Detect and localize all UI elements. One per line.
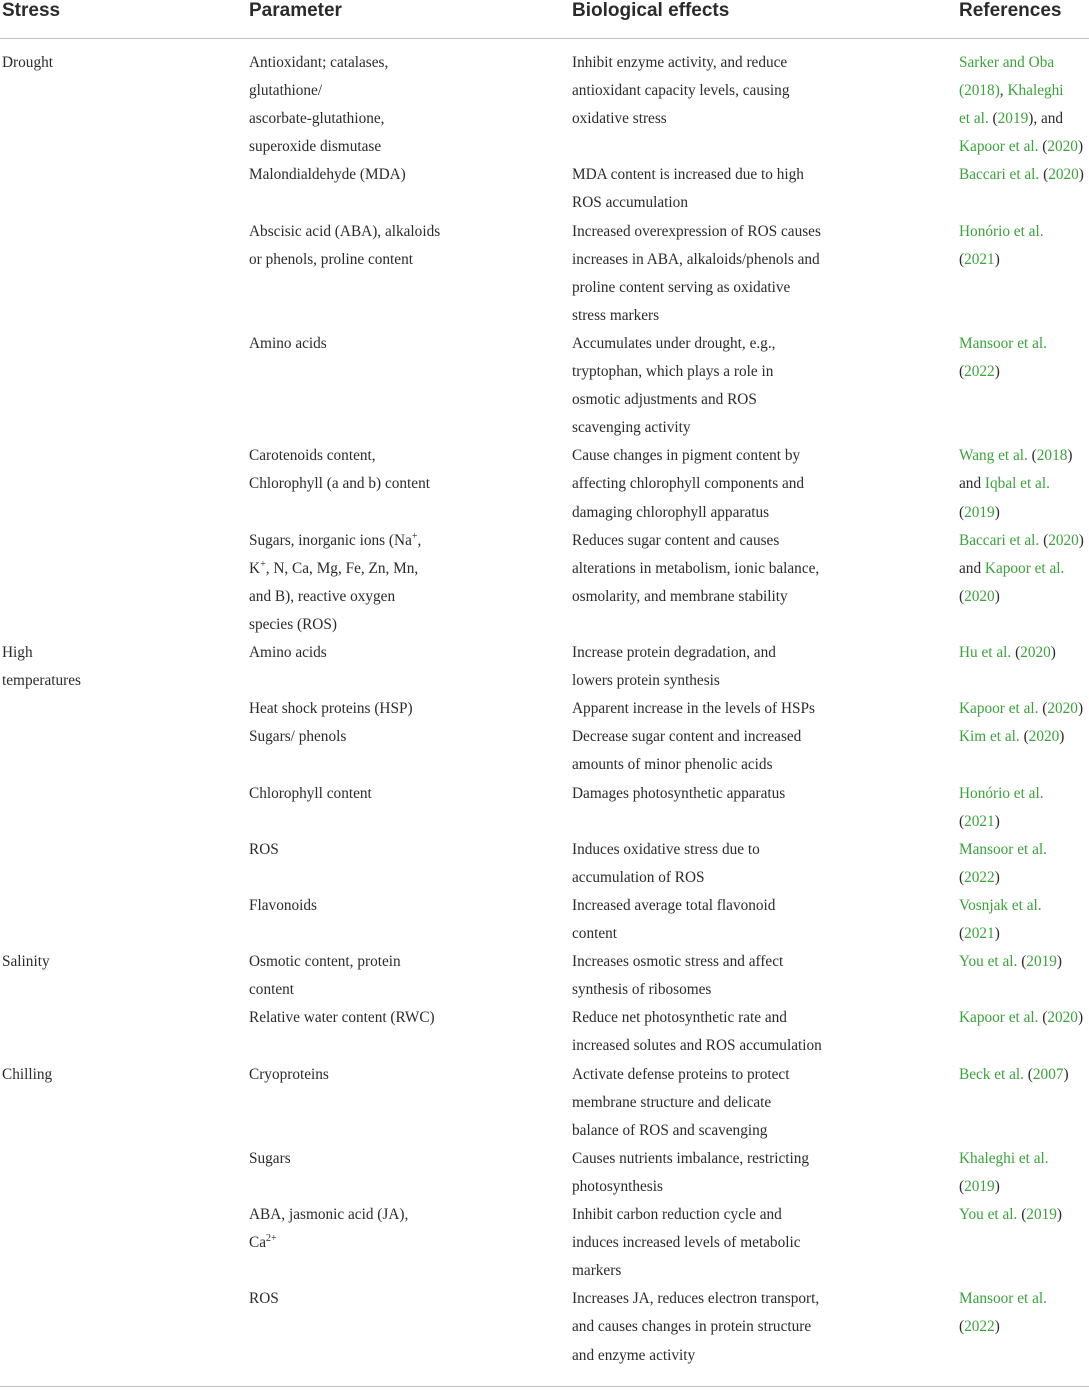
effect-line: and enzyme activity	[572, 1346, 696, 1364]
effect-cell	[572, 1061, 789, 1145]
parameter-cell	[249, 1004, 435, 1032]
effect-cell	[572, 780, 785, 808]
citation-link[interactable]: Honório et al.	[959, 222, 1044, 240]
parameter-line: glutathione/	[249, 82, 323, 100]
citation-link[interactable]: Kim et al.	[959, 728, 1020, 746]
citation-link[interactable]: Baccari et al.	[959, 531, 1040, 549]
effect-line: Inhibit carbon reduction cycle and	[572, 1206, 782, 1224]
reference-line	[959, 527, 1084, 555]
citation-text: )	[994, 250, 1000, 268]
stress-cell	[2, 1061, 52, 1089]
citation-link[interactable]: 2018	[1036, 447, 1068, 465]
citation-text: (	[959, 250, 965, 268]
parameter-line: Carotenoids content,	[249, 447, 376, 465]
citation-text: )	[1077, 1009, 1084, 1027]
stress-line: Salinity	[2, 953, 50, 971]
reference-line	[959, 499, 1072, 527]
parameter-line: Flavonoids	[249, 897, 317, 914]
reference-line	[959, 1313, 1047, 1341]
stress-line: temperatures	[2, 672, 81, 690]
parameter-line: ABA, jasmonic acid (JA),	[249, 1206, 409, 1224]
effect-cell	[572, 1004, 822, 1060]
citation-text: )	[994, 812, 1000, 830]
parameter-cell	[249, 218, 440, 274]
effect-line: Decrease sugar content and increased	[572, 728, 802, 746]
stress-cell	[2, 49, 53, 77]
citation-text: and	[959, 475, 985, 493]
parameter-cell	[249, 1061, 329, 1089]
header-references: References	[959, 0, 1062, 21]
citation-text: )	[994, 363, 1000, 381]
effect-line: Increased overexpression of ROS causes	[572, 222, 821, 240]
effect-line: Increased average total flavonoid	[572, 897, 776, 914]
parameter-cell	[249, 948, 401, 1004]
citation-text: (	[988, 110, 998, 128]
parameter-line: ascorbate-glutathione,	[249, 110, 385, 128]
reference-line	[959, 1173, 1049, 1201]
effect-cell	[572, 1285, 819, 1369]
parameter-cell	[249, 527, 421, 639]
citation-text: (	[1039, 531, 1049, 549]
effect-line: damaging chlorophyll apparatus	[572, 503, 770, 521]
stress-line: High	[2, 644, 33, 662]
effect-line: Induces oxidative stress due to	[572, 840, 760, 858]
parameter-cell	[249, 836, 279, 864]
parameter-line: Malondialdehyde (MDA)	[249, 166, 406, 184]
citation-link[interactable]: Mansoor et al.	[959, 840, 1047, 858]
effect-line: amounts of minor phenolic acids	[572, 756, 773, 774]
header-parameter: Parameter	[249, 0, 342, 21]
citation-link[interactable]: Honório et al.	[959, 784, 1044, 802]
parameter-line: ROS	[249, 1290, 279, 1308]
citation-link[interactable]: 2019	[1026, 1206, 1057, 1224]
effect-line: affecting chlorophyll components and	[572, 475, 805, 493]
effect-cell	[572, 836, 760, 892]
citation-text: (	[1017, 953, 1027, 971]
citation-text: )	[994, 925, 1000, 943]
citation-link[interactable]: Hu et al.	[959, 644, 1012, 662]
parameter-line: $Ca^{2+}$	[249, 1233, 277, 1252]
effect-cell	[572, 161, 804, 217]
reference-cell	[959, 780, 1044, 836]
citation-text: )	[994, 1177, 1000, 1195]
effect-line: Reduce net photosynthetic rate and	[572, 1009, 787, 1027]
citation-link[interactable]: 2022	[964, 1318, 995, 1336]
citation-link[interactable]: 2021	[964, 250, 995, 268]
parameter-cell	[249, 780, 372, 808]
reference-line	[959, 808, 1044, 836]
reference-line	[959, 723, 1064, 751]
citation-text: (	[1039, 166, 1049, 184]
reference-line	[959, 133, 1083, 161]
reference-line	[959, 330, 1047, 358]
reference-line	[959, 695, 1083, 723]
parameter-line: Heat shock proteins (HSP)	[249, 700, 413, 718]
citation-link[interactable]: Mansoor et al.	[959, 1290, 1047, 1308]
parameter-cell	[249, 1201, 408, 1257]
parameter-line: Antioxidant; catalases,	[249, 54, 389, 71]
reference-line	[959, 246, 1044, 274]
parameter-line: Chlorophyll content	[249, 784, 372, 802]
effect-line: Damages photosynthetic apparatus	[572, 784, 786, 802]
parameter-line: superoxide dismutase	[249, 138, 382, 156]
effect-line: balance of ROS and scavenging	[572, 1121, 768, 1139]
citation-link[interactable]: Mansoor et al.	[959, 335, 1047, 352]
parameter-line: Relative water content (RWC)	[249, 1009, 435, 1027]
citation-text: (	[1023, 1065, 1033, 1083]
effect-line: alterations in metabolism, ionic balance,	[572, 559, 820, 577]
citation-text: )	[1067, 447, 1073, 465]
citation-text: ,	[999, 82, 1008, 100]
citation-link[interactable]: 2021	[964, 812, 995, 830]
citation-link[interactable]: 2022	[964, 868, 995, 886]
citation-link[interactable]: 2020	[1047, 700, 1078, 718]
parameter-cell	[249, 1285, 279, 1313]
effect-line: Increases osmotic stress and affect	[572, 953, 784, 971]
stress-line: Drought	[2, 54, 53, 71]
effect-line: induces increased levels of metabolic	[572, 1234, 801, 1252]
citation-text: )	[1077, 138, 1084, 156]
citation-link[interactable]: Kapoor et al.	[984, 559, 1065, 577]
reference-cell	[959, 639, 1056, 667]
reference-line	[959, 1061, 1069, 1089]
citation-text: )	[1050, 644, 1056, 662]
stress-cell	[2, 639, 81, 695]
citation-link[interactable]: You et al.	[959, 1206, 1018, 1224]
citation-text: )	[1059, 728, 1065, 746]
parameter-cell	[249, 442, 430, 498]
effect-cell	[572, 695, 815, 723]
citation-text: )	[1063, 1065, 1069, 1083]
reference-line	[959, 1145, 1049, 1173]
reference-line	[959, 77, 1083, 105]
reference-cell	[959, 1201, 1062, 1229]
citation-text: )	[994, 1318, 1000, 1336]
citation-text: )	[1056, 953, 1062, 971]
parameter-line: Sugars, inorganic ions (Na+,	[249, 530, 422, 549]
citation-link[interactable]: 2007	[1032, 1065, 1064, 1083]
effect-line: Cause changes in pigment content by	[572, 447, 801, 465]
citation-text: (	[1038, 700, 1048, 718]
citation-link[interactable]: 2020	[964, 587, 995, 605]
citation-link[interactable]: Sarker and Oba	[959, 54, 1055, 71]
effect-line: antioxidant capacity levels, causing	[572, 82, 790, 100]
citation-link[interactable]: 2019	[997, 110, 1029, 128]
citation-text: (	[959, 868, 965, 886]
parameter-cell	[249, 695, 413, 723]
effect-line: Activate defense proteins to protect	[572, 1065, 790, 1083]
citation-text: (	[1011, 644, 1021, 662]
citation-text: (	[959, 812, 965, 830]
citation-link[interactable]: 2019	[964, 503, 995, 521]
citation-text: (	[959, 587, 965, 605]
parameter-cell	[249, 330, 327, 358]
citation-link[interactable]: 2021	[964, 925, 995, 943]
citation-text: (	[1017, 1206, 1027, 1224]
effect-cell	[572, 218, 821, 330]
citation-link[interactable]: 2020	[1047, 138, 1078, 156]
citation-text: (	[959, 1177, 965, 1195]
parameter-cell	[249, 49, 388, 161]
reference-cell	[959, 948, 1062, 976]
parameter-line: Abscisic acid (ABA), alkaloids	[249, 222, 441, 240]
reference-line	[959, 105, 1083, 133]
effect-cell	[572, 639, 776, 695]
citation-link[interactable]: Kapoor et al.	[959, 700, 1039, 718]
reference-cell	[959, 695, 1083, 723]
effect-line: membrane structure and delicate	[572, 1093, 772, 1111]
citation-link[interactable]: Khaleghi et al.	[959, 1149, 1049, 1167]
parameter-line: Amino acids	[249, 335, 327, 352]
citation-text: )	[994, 868, 1000, 886]
header-rule	[0, 38, 1089, 39]
effect-line: ROS accumulation	[572, 194, 688, 212]
citation-link[interactable]: 2020	[1048, 166, 1079, 184]
reference-line	[959, 892, 1042, 920]
parameter-line: Cryoproteins	[249, 1065, 329, 1083]
reference-line	[959, 836, 1047, 864]
reference-cell	[959, 892, 1042, 948]
parameter-line: K+, N, Ca, Mg, Fe, Zn, Mn,	[249, 558, 419, 577]
effect-line: increases in ABA, alkaloids/phenols and	[572, 250, 820, 268]
citation-link[interactable]: 2019	[1026, 953, 1057, 971]
header-stress: Stress	[2, 0, 61, 21]
citation-text: ), and	[1028, 110, 1064, 128]
citation-link[interactable]: 2020	[1028, 728, 1060, 746]
parameter-line: or phenols, proline content	[249, 250, 413, 268]
effect-line: accumulation of ROS	[572, 868, 705, 886]
parameter-cell	[249, 892, 317, 920]
reference-cell	[959, 723, 1064, 751]
parameter-line: and B), reactive oxygen	[249, 587, 396, 605]
citation-text: )	[994, 587, 1000, 605]
effect-line: MDA content is increased due to high	[572, 166, 804, 184]
reference-line	[959, 1004, 1083, 1032]
reference-line	[959, 442, 1072, 470]
effect-line: content	[572, 925, 618, 943]
effect-cell	[572, 442, 804, 526]
effect-line: and causes changes in protein structure	[572, 1318, 812, 1336]
effect-line: tryptophan, which plays a role in	[572, 363, 774, 381]
citation-link[interactable]: You et al.	[959, 953, 1018, 971]
parameter-line: Chlorophyll (a and b) content	[249, 475, 430, 493]
citation-link[interactable]: Wang et al.	[959, 447, 1028, 465]
parameter-line: content	[249, 981, 295, 999]
citation-text: )	[994, 503, 1000, 521]
citation-text: (	[959, 925, 965, 943]
effect-line: increased solutes and ROS accumulation	[572, 1037, 822, 1055]
citation-link[interactable]: 2020	[1020, 644, 1051, 662]
citation-link[interactable]: Iqbal et al.	[984, 475, 1050, 493]
effect-line: scavenging activity	[572, 419, 691, 437]
effect-cell	[572, 1201, 801, 1285]
effect-cell	[572, 330, 775, 442]
reference-line	[959, 1201, 1062, 1229]
reference-line	[959, 470, 1072, 498]
stress-cell	[2, 948, 50, 976]
citation-text: (	[959, 1318, 965, 1336]
citation-text: (	[1019, 728, 1029, 746]
citation-link[interactable]: Vosnjak et al.	[959, 897, 1042, 914]
parameter-line: ROS	[249, 840, 279, 858]
reference-line	[959, 161, 1084, 189]
parameter-line: Amino acids	[249, 644, 327, 662]
reference-line	[959, 218, 1044, 246]
citation-link[interactable]: Kapoor et al.	[959, 1009, 1039, 1027]
effect-line: synthesis of ribosomes	[572, 981, 712, 999]
citation-link[interactable]: 2020	[1048, 531, 1079, 549]
reference-cell	[959, 442, 1072, 526]
citation-link[interactable]: Kapoor et al.	[959, 138, 1039, 156]
reference-line	[959, 358, 1047, 386]
reference-line	[959, 864, 1047, 892]
reference-line	[959, 583, 1084, 611]
reference-cell	[959, 527, 1084, 611]
effect-line: Accumulates under drought, e.g.,	[572, 335, 776, 352]
citation-text: (	[1038, 138, 1048, 156]
effect-cell	[572, 892, 775, 948]
reference-line	[959, 780, 1044, 808]
parameter-cell	[249, 161, 406, 189]
effect-cell	[572, 1145, 809, 1201]
citation-text: (	[959, 503, 965, 521]
effect-line: lowers protein synthesis	[572, 672, 720, 690]
citation-text: and	[959, 559, 985, 577]
effect-line: stress markers	[572, 306, 660, 324]
reference-cell	[959, 330, 1047, 386]
citation-text: (	[959, 363, 965, 381]
reference-line	[959, 555, 1084, 583]
reference-line	[959, 920, 1042, 948]
bottom-rule	[0, 1386, 1089, 1387]
effect-line: oxidative stress	[572, 110, 667, 128]
citation-text: )	[1078, 166, 1084, 184]
effect-line: Increase protein degradation, and	[572, 644, 776, 662]
parameter-line: species (ROS)	[249, 615, 337, 633]
reference-cell	[959, 1004, 1083, 1032]
effect-line: osmotic adjustments and ROS	[572, 391, 757, 409]
reference-cell	[959, 1061, 1069, 1089]
reference-cell	[959, 836, 1047, 892]
effect-cell	[572, 948, 783, 1004]
header-biological-effects: Biological effects	[572, 0, 730, 21]
citation-text: )	[1078, 531, 1084, 549]
reference-cell	[959, 218, 1044, 274]
reference-line	[959, 49, 1083, 77]
citation-text: )	[1077, 700, 1084, 718]
citation-link[interactable]: 2020	[1047, 1009, 1078, 1027]
effect-line: Reduces sugar content and causes	[572, 531, 780, 549]
effect-cell	[572, 723, 801, 779]
stress-line: Chilling	[2, 1065, 53, 1083]
citation-link[interactable]: Baccari et al.	[959, 166, 1040, 184]
effect-cell	[572, 49, 789, 133]
effect-line: osmolarity, and membrane stability	[572, 587, 788, 605]
reference-cell	[959, 49, 1083, 161]
parameter-line: Sugars/ phenols	[249, 728, 347, 746]
effect-line: markers	[572, 1262, 622, 1280]
effect-line: Causes nutrients imbalance, restricting	[572, 1149, 810, 1167]
reference-cell	[959, 1145, 1049, 1201]
citation-link[interactable]: et al.	[959, 110, 989, 128]
citation-link[interactable]: Khaleghi	[1007, 82, 1064, 100]
citation-link[interactable]: 2022	[964, 363, 995, 381]
effect-cell	[572, 527, 819, 611]
citation-text: (	[1027, 447, 1037, 465]
parameter-cell	[249, 1145, 291, 1173]
effect-line: proline content serving as oxidative	[572, 278, 791, 296]
reference-cell	[959, 161, 1084, 189]
citation-link[interactable]: 2019	[964, 1177, 995, 1195]
parameter-line: Sugars	[249, 1149, 291, 1167]
effect-line: photosynthesis	[572, 1177, 663, 1195]
reference-line	[959, 639, 1056, 667]
citation-text: (	[1038, 1009, 1048, 1027]
parameter-cell	[249, 639, 327, 667]
citation-link[interactable]: (2018)	[959, 82, 1000, 100]
reference-line	[959, 948, 1062, 976]
effect-line: Increases JA, reduces electron transport,	[572, 1290, 820, 1308]
citation-text: )	[1056, 1206, 1062, 1224]
reference-line	[959, 1285, 1047, 1313]
citation-link[interactable]: Beck et al.	[959, 1065, 1024, 1083]
reference-cell	[959, 1285, 1047, 1341]
parameter-cell	[249, 723, 346, 751]
parameter-line: Osmotic content, protein	[249, 953, 401, 971]
effect-line: Apparent increase in the levels of HSPs	[572, 700, 815, 718]
effect-line: Inhibit enzyme activity, and reduce	[572, 54, 788, 71]
